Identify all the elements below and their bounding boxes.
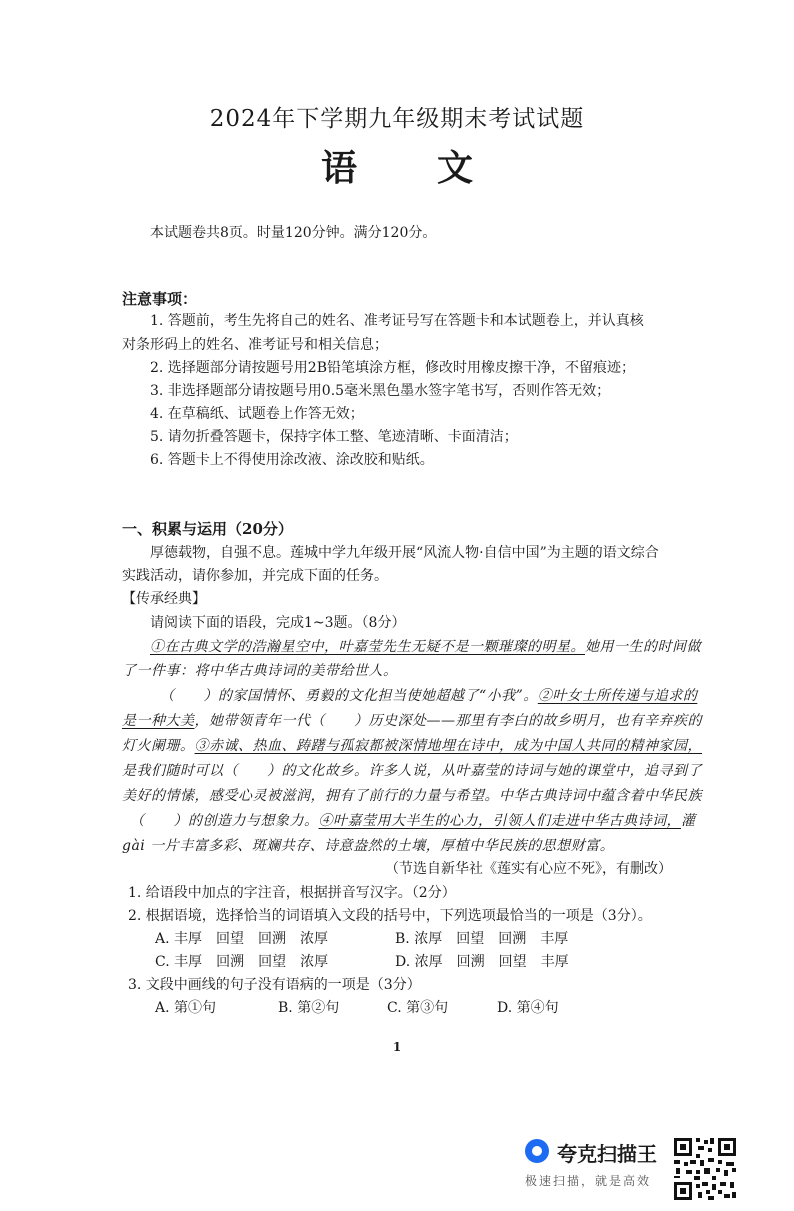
underlined-sentence-1: ①在古典文学的浩瀚星空中，叶嘉莹先生无疑不是一颗璀璨的明星。: [150, 639, 585, 655]
section-intro: 厚德载物，自强不息。莲城中学九年级开展“风流人物·自信中国”为主题的语文综合: [150, 545, 659, 561]
underlined-sentence-4: ④叶嘉莹用大半生的心力，引领人们走进中华古典诗词，: [318, 813, 681, 829]
scanner-watermark: [525, 1136, 665, 1196]
notice-item: 4. 在草稿纸、试题卷上作答无效；: [150, 406, 364, 422]
notice-item: 1. 答题前，考生先将自己的姓名、准考证号写在答题卡和本试题卷上，并认真核: [150, 313, 644, 329]
option-c: C. 第③句: [387, 1000, 449, 1016]
exam-intro: 本试题卷共8页。时量120分钟。满分120分。: [150, 225, 437, 241]
passage-line: 是我们随时可以（ ）的文化故乡。许多人说，从叶嘉莹的诗词与她的课堂中，追寻到了: [122, 763, 702, 779]
section-intro: 实践活动，请你参加，并完成下面的任务。: [122, 568, 388, 584]
passage-line: 灯火阑珊。③赤诚、热血、踌躇与孤寂都被深情地埋在诗中，成为中国人共同的精神家园，: [122, 738, 702, 754]
passage-line: ①在古典文学的浩瀚星空中，叶嘉莹先生无疑不是一颗璀璨的明星。她用一生的时间做: [150, 639, 701, 655]
option-a: A. 丰厚 回望 回溯 浓厚: [155, 931, 329, 947]
notice-item: 5. 请勿折叠答题卡，保持字体工整、笔迹清晰、卡面清洁；: [150, 429, 518, 445]
subject-title: 语文: [320, 147, 553, 189]
brand-name: 夸克扫描王: [557, 1142, 657, 1166]
notice-heading: 注意事项：: [122, 290, 198, 308]
notice-item: 2. 选择题部分请按题号用2B铅笔填涂方框，修改时用橡皮擦干净，不留痕迹；: [150, 360, 636, 376]
question-3: 3. 文段中画线的句子没有语病的一项是（3分）: [128, 977, 421, 993]
page-number: 1: [392, 1040, 402, 1054]
passage-line: （ ）的家国情怀、勇毅的文化担当使她超越了“小我”。②叶女士所传递与追求的: [160, 688, 698, 704]
question-2: 2. 根据语境，选择恰当的词语填入文段的括号中，下列选项最恰当的一项是（3分）。: [128, 908, 652, 924]
option-b: B. 第②句: [278, 1000, 340, 1016]
passage-line: 美好的情愫，感受心灵被滋润，拥有了前行的力量与希望。中华古典诗词中蕴含着中华民族: [122, 788, 702, 804]
option-a: A. 第①句: [155, 1000, 217, 1016]
quark-logo-icon: [525, 1139, 549, 1163]
passage-source: （节选自新华社《莲实有心应不死》，有删改）: [385, 861, 672, 877]
reading-instruction: 请阅读下面的语段，完成1~3题。（8分）: [150, 615, 406, 631]
exam-title: 2024年下学期九年级期末考试试题: [209, 106, 585, 132]
notice-item: 3. 非选择题部分请按题号用0.5毫米黑色墨水签字笔书写，否则作答无效；: [150, 383, 611, 399]
section-heading: 一、积累与运用（20分）: [122, 520, 293, 538]
passage-line: 了一件事：将中华古典诗词的美带给世人。: [122, 663, 398, 679]
option-b: B. 浓厚 回望 回溯 丰厚: [395, 931, 569, 947]
notice-item: 对条形码上的姓名、准考证号和相关信息；: [122, 337, 388, 353]
option-d: D. 浓厚 回溯 回望 丰厚: [395, 954, 569, 970]
passage-line: 是一种大美，她带领青年一代（ ）历史深处——那里有李白的故乡明月，也有辛弃疾的: [122, 713, 702, 729]
passage-line: gài 一片丰富多彩、斑斓共存、诗意盎然的土壤，厚植中华民族的思想财富。: [122, 838, 615, 854]
qr-code-icon: [672, 1136, 738, 1202]
question-1: 1. 给语段中加点的字注音，根据拼音写汉字。（2分）: [128, 885, 456, 901]
notice-item: 6. 答题卡上不得使用涂改液、涂改胶和贴纸。: [150, 452, 434, 468]
passage-line: （ ）的创造力与想象力。④叶嘉莹用大半生的心力，引领人们走进中华古典诗词，灌: [130, 813, 696, 829]
underlined-sentence-2: ②叶女士所传递与追求的: [537, 688, 698, 704]
option-c: C. 丰厚 回溯 回望 浓厚: [155, 954, 329, 970]
subheading: 【传承经典】: [122, 591, 206, 607]
brand-slogan: 极速扫描，就是高效: [525, 1174, 652, 1188]
option-d: D. 第④句: [497, 1000, 559, 1016]
underlined-sentence-3: ③赤诚、热血、踌躇与孤寂都被深情地埋在诗中，成为中国人共同的精神家园，: [194, 738, 702, 754]
